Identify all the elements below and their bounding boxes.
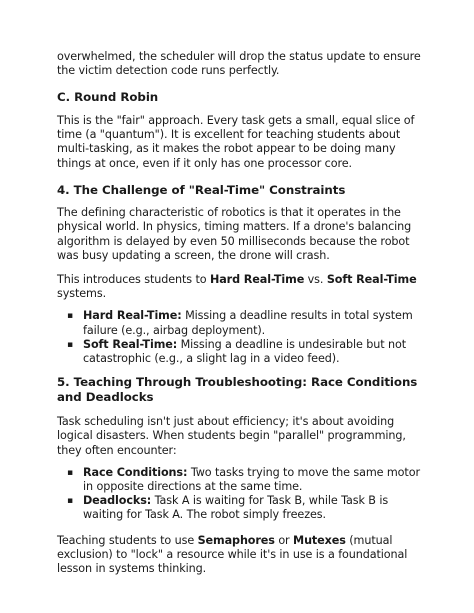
bullet-icon: ▪ (67, 467, 73, 478)
list-item-term: Soft Real-Time: (83, 337, 178, 351)
list-item-term: Deadlocks: (83, 494, 152, 508)
intro-pre-text: This introduces students to (57, 273, 210, 287)
list-item (57, 338, 427, 366)
list-item (57, 309, 427, 337)
round-robin-paragraph: This is the "fair" approach. Every task gets a small, equal slice of time (a "quantum"). It is excellent for teaching students about multi-tasking, as it makes the robot appear to be doing many things at once, even if it only has one processor core. (57, 113, 415, 170)
list-item-text: Missing a deadline is undesirable but not catastrophic (e.g., a slight lag in a video feed). (83, 337, 407, 366)
list-item-text: Two tasks trying to move the same motor in opposite directions at the same time. (83, 465, 420, 494)
intro-post-text: systems. (57, 287, 107, 301)
troubleshooting-paragraph: Task scheduling isn't just about efficiency; it's about avoiding logical disasters. When students begin "parallel" programming, they often encounter: (57, 415, 406, 457)
list-item (57, 494, 427, 522)
list-item-text: Task A is waiting for Task B, while Task B is waiting for Task A. The robot simply freezes. (83, 494, 389, 522)
real-time-paragraph: The defining characteristic of robotics is that it operates in the physical world. In physics, timing matters. If a drone's balancing algorithm is delayed by even 50 milliseconds because the robot was busy updating a screen, the drone will crash. (57, 206, 412, 262)
real-time-intro-paragraph (57, 273, 427, 301)
or-text: or (274, 533, 294, 547)
round-robin-heading: C. Round Robin (57, 90, 159, 105)
intro-paragraph: overwhelmed, the scheduler will drop the status update to ensure the victim detection code runs perfectly. (57, 50, 421, 78)
closing-pre-text: Teaching students to use (57, 533, 198, 547)
list-item-term: Hard Real-Time: (83, 309, 182, 323)
hard-real-time-term: Hard Real-Time (209, 273, 305, 287)
bullet-icon: ▪ (67, 496, 73, 507)
closing-post-text: (mutual exclusion) to "lock" a resource while it's in use is a foundational lesson in systems thinking. (57, 533, 408, 576)
list-item-text: Missing a deadline results in total system failure (e.g., airbag deployment). (83, 309, 413, 337)
soft-real-time-term: Soft Real-Time (326, 273, 417, 287)
bullet-icon: ▪ (67, 339, 73, 350)
closing-paragraph (57, 534, 427, 577)
semaphores-term: Semaphores (197, 533, 275, 547)
real-time-heading: 4. The Challenge of "Real-Time" Constraints (57, 182, 346, 197)
list-item-term: Race Conditions: (83, 465, 188, 479)
real-time-list (57, 309, 427, 366)
list-item (57, 466, 427, 494)
troubleshooting-heading: 5. Teaching Through Troubleshooting: Race Conditions and Deadlocks (57, 375, 418, 404)
bullet-icon: ▪ (67, 311, 73, 322)
vs-text: vs. (304, 273, 327, 287)
mutexes-term: Mutexes (293, 533, 346, 547)
document-page (57, 50, 427, 576)
troubleshooting-list (57, 466, 427, 523)
